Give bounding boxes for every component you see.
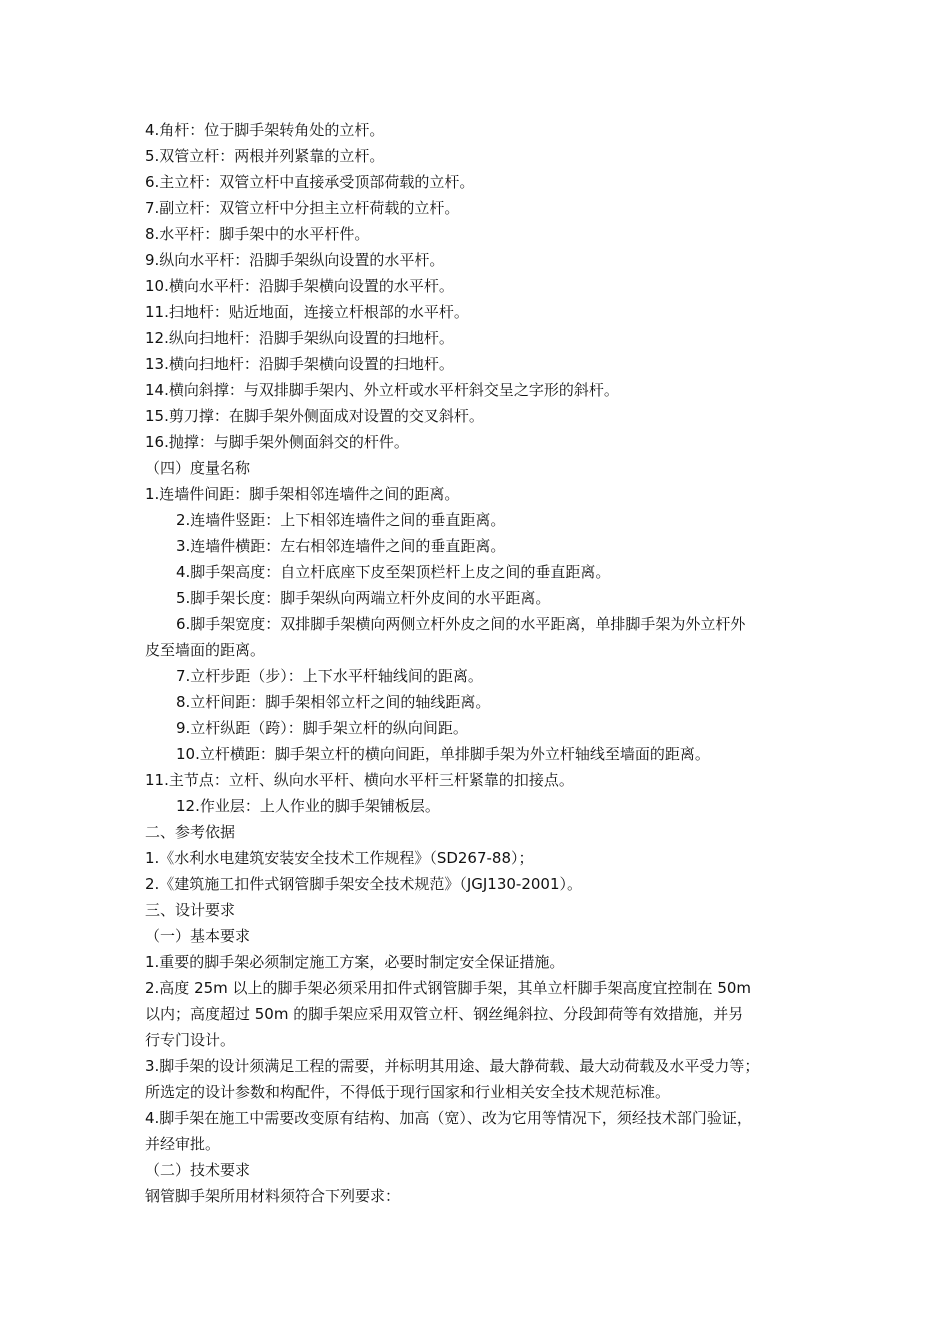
text-line: 12.纵向扫地杆：沿脚手架纵向设置的扫地杆。 <box>145 329 454 347</box>
text-line: 2.《建筑施工扣件式钢管脚手架安全技术规范》（JGJ130-2001）。 <box>145 875 583 893</box>
text-line: 8.立杆间距：脚手架相邻立杆之间的轴线距离。 <box>176 693 491 711</box>
text-line: 7.立杆步距（步）：上下水平杆轴线间的距离。 <box>176 667 483 685</box>
text-line: 9.纵向水平杆：沿脚手架纵向设置的水平杆。 <box>145 251 445 269</box>
text-line: 4.角杆：位于脚手架转角处的立杆。 <box>145 121 385 139</box>
text-line: 6.脚手架宽度：双排脚手架横向两侧立杆外皮之间的水平距离，单排脚手架为外立杆外 <box>176 615 746 633</box>
text-line: 2.连墙件竖距：上下相邻连墙件之间的垂直距离。 <box>176 511 506 529</box>
text-line: 5.脚手架长度：脚手架纵向两端立杆外皮间的水平距离。 <box>176 589 551 607</box>
text-line: 钢管脚手架所用材料须符合下列要求： <box>145 1187 401 1205</box>
text-line: 6.主立杆：双管立杆中直接承受顶部荷载的立杆。 <box>145 173 475 191</box>
text-line: 1.重要的脚手架必须制定施工方案，必要时制定安全保证措施。 <box>145 953 565 971</box>
section-heading: （二）技术要求 <box>145 1161 251 1179</box>
text-line: 行专门设计。 <box>145 1031 236 1049</box>
text-line: 11.主节点：立杆、纵向水平杆、横向水平杆三杆紧靠的扣接点。 <box>145 771 574 789</box>
text-line: 3.脚手架的设计须满足工程的需要，并标明其用途、最大静荷载、最大动荷载及水平受力等； <box>145 1057 760 1075</box>
text-line: 14.横向斜撑：与双排脚手架内、外立杆或水平杆斜交呈之字形的斜杆。 <box>145 381 619 399</box>
text-line: 4.脚手架在施工中需要改变原有结构、加高（宽）、改为它用等情况下，须经技术部门验证， <box>145 1109 752 1127</box>
text-line: 8.水平杆：脚手架中的水平杆件。 <box>145 225 370 243</box>
text-line: 9.立杆纵距（跨）：脚手架立杆的纵向间距。 <box>176 719 468 737</box>
text-line: 4.脚手架高度：自立杆底座下皮至架顶栏杆上皮之间的垂直距离。 <box>176 563 611 581</box>
text-line: 1.连墙件间距：脚手架相邻连墙件之间的距离。 <box>145 485 460 503</box>
text-line: 5.双管立杆：两根并列紧靠的立杆。 <box>145 147 385 165</box>
text-line: 以内；高度超过 50m 的脚手架应采用双管立杆、钢丝绳斜拉、分段卸荷等有效措施，并另 <box>145 1005 744 1023</box>
text-line: 7.副立杆：双管立杆中分担主立杆荷载的立杆。 <box>145 199 460 217</box>
text-line: 10.横向水平杆：沿脚手架横向设置的水平杆。 <box>145 277 454 295</box>
section-heading: 三、设计要求 <box>145 901 236 919</box>
text-line: 皮至墙面的距离。 <box>145 641 266 659</box>
text-line: 12.作业层：上人作业的脚手架铺板层。 <box>176 797 440 815</box>
text-line: 16.抛撑：与脚手架外侧面斜交的杆件。 <box>145 433 409 451</box>
section-heading: （四）度量名称 <box>145 459 251 477</box>
section-heading: （一）基本要求 <box>145 927 251 945</box>
text-line: 2.高度 25m 以上的脚手架必须采用扣件式钢管脚手架，其单立杆脚手架高度宜控制在 50m <box>145 979 752 997</box>
text-line: 所选定的设计参数和构配件，不得低于现行国家和行业相关安全技术规范标准。 <box>145 1083 671 1101</box>
text-line: 1.《水利水电建筑安装安全技术工作规程》（SD267-88）； <box>145 849 534 867</box>
text-line: 3.连墙件横距：左右相邻连墙件之间的垂直距离。 <box>176 537 506 555</box>
text-line: 15.剪刀撑：在脚手架外侧面成对设置的交叉斜杆。 <box>145 407 484 425</box>
document-body <box>145 117 815 1209</box>
text-line: 11.扫地杆：贴近地面，连接立杆根部的水平杆。 <box>145 303 469 321</box>
text-line: 13.横向扫地杆：沿脚手架横向设置的扫地杆。 <box>145 355 454 373</box>
section-heading: 二、参考依据 <box>145 823 236 841</box>
text-line: 并经审批。 <box>145 1135 221 1153</box>
text-line: 10.立杆横距：脚手架立杆的横向间距，单排脚手架为外立杆轴线至墙面的距离。 <box>176 745 710 763</box>
